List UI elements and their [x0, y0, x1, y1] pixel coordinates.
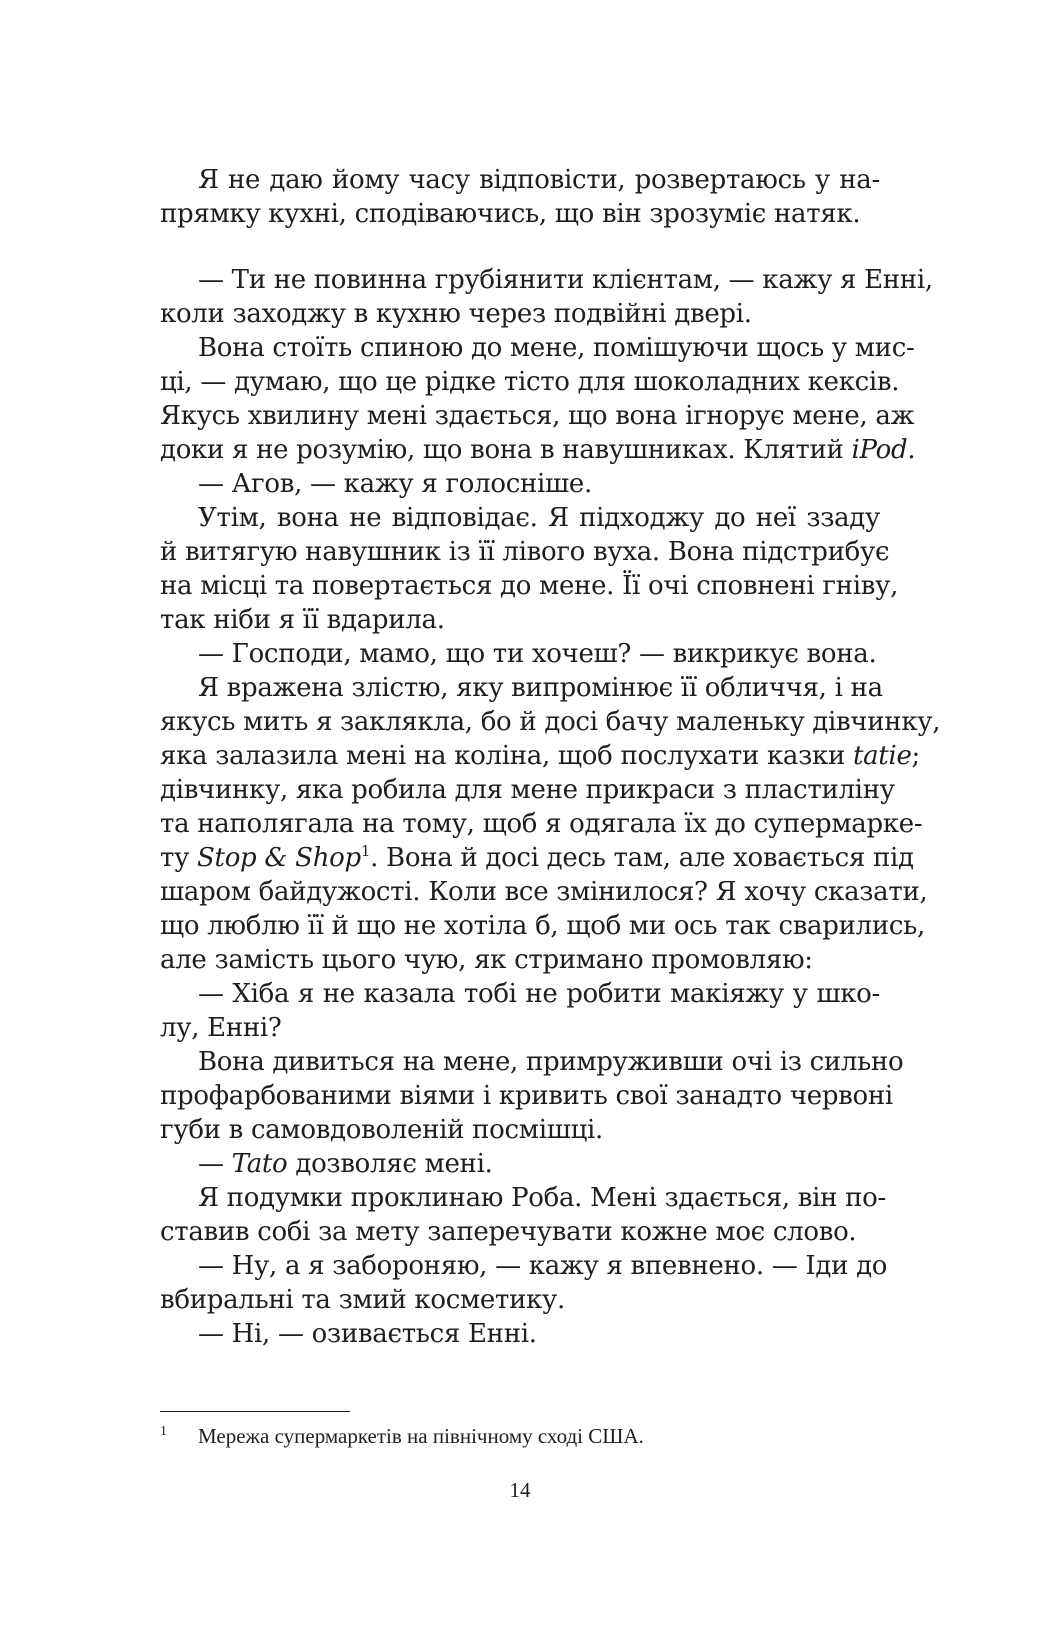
text-run: губи в самовдоволеній посмішці.: [160, 1115, 603, 1145]
text-run: на місці та повертається до мене. Її очі сповнені гніву,: [160, 571, 899, 601]
footnote-marker: 1: [160, 1424, 167, 1439]
text-line: [160, 1079, 893, 1113]
text-line: [160, 197, 880, 231]
text-run: прямку кухні, сподіваючись, що він зрозуміє натяк.: [160, 199, 861, 229]
text-line: [160, 841, 914, 875]
text-run: доки я не розумію, що вона в навушниках. Клятий: [160, 435, 852, 465]
text-line: [160, 467, 880, 501]
paragraph: [160, 1147, 880, 1181]
text-run: . Вона й досі десь там, але ховається під: [370, 843, 914, 873]
text-line: [160, 603, 880, 637]
text-run: Вона стоїть спиною до мене, помішуючи щось у мис-: [198, 333, 915, 363]
text-line: [160, 1181, 887, 1215]
text-line: [160, 399, 915, 433]
text-line: [160, 739, 921, 773]
text-run: дівчинку, яка робила для мене прикраси з пластиліну: [160, 775, 895, 805]
text-line: [160, 637, 880, 671]
paragraph: [160, 977, 880, 1045]
text-line: [160, 705, 941, 739]
text-line: [160, 773, 895, 807]
text-line: [160, 331, 915, 365]
text-run: — Ну, а я забороняю, — кажу я впевнено. — Іди до: [198, 1251, 888, 1281]
paragraph: [160, 671, 941, 977]
text-line: [160, 943, 880, 977]
text-run: профарбованими віями і кривить свої занадто червоні: [160, 1081, 893, 1111]
paragraph: [160, 331, 916, 467]
text-run: але замість цього чую, як стримано промовляю:: [160, 945, 813, 975]
text-run: ;: [911, 741, 921, 771]
text-line: [160, 569, 899, 603]
text-run: Вона дивиться на мене, примруживши очі із сильно: [198, 1047, 904, 1077]
text-line: [160, 1011, 880, 1045]
text-run: що люблю її й що не хотіла б, щоб ми ось так сварились,: [160, 911, 925, 941]
opening-text-block: [160, 163, 880, 231]
footnote-reference: 1: [360, 842, 371, 860]
text-run: та наполягала на тому, щоб я одягала їх до супермарке-: [160, 809, 923, 839]
text-run: Я подумки проклинаю Роба. Мені здається, він по-: [198, 1183, 887, 1213]
italic-text: Stop & Shop: [197, 843, 361, 873]
text-run: ставив собі за мету заперечувати кожне моє слово.: [160, 1217, 857, 1247]
paragraph: [160, 1249, 888, 1317]
text-run: ці, — думаю, що це рідке тісто для шоколадних кексів.: [160, 367, 900, 397]
text-run: Я не даю йому часу відповісти, розвертаюсь у на-: [198, 165, 880, 195]
text-line: [160, 365, 900, 399]
text-run: ту: [160, 843, 198, 873]
paragraph: [160, 263, 933, 331]
paragraph: [160, 467, 880, 501]
text-line: [160, 263, 933, 297]
text-line: [160, 875, 928, 909]
text-line: [160, 1045, 904, 1079]
text-run: —: [198, 1149, 232, 1179]
text-run: так ніби я її вдарила.: [160, 605, 445, 635]
text-run: Утім, вона не відповідає. Я підходжу до неї ззаду: [198, 503, 880, 533]
text-line: [160, 1249, 888, 1283]
paragraph: [160, 1317, 880, 1351]
text-line: [160, 163, 880, 197]
text-run: якусь мить я заклякла, бо й досі бачу маленьку дівчинку,: [160, 707, 941, 737]
text-run: — Ні, — озивається Енні.: [198, 1319, 537, 1349]
text-line: [160, 1215, 880, 1249]
paragraph: [160, 637, 880, 671]
text-line: [160, 671, 883, 705]
text-run: — Хіба я не казала тобі не робити макіяжу у шко-: [198, 979, 880, 1009]
footnote-separator: [160, 1411, 350, 1412]
text-line: [160, 807, 923, 841]
text-run: Якусь хвилину мені здається, що вона ігнорує мене, аж: [160, 401, 915, 431]
italic-text: iPod: [851, 435, 908, 465]
italic-text: Tato: [231, 1149, 288, 1179]
main-text-block: [160, 263, 941, 1351]
paragraph: [160, 163, 880, 231]
text-run: лу, Енні?: [160, 1013, 282, 1043]
paragraph: [160, 501, 899, 637]
paragraph: [160, 1181, 887, 1249]
text-line: [160, 1283, 880, 1317]
text-run: вбиральні та змий косметику.: [160, 1285, 566, 1315]
text-run: — Ти не повинна грубіянити клієнтам, — кажу я Енні,: [198, 265, 933, 295]
page-number: 14: [509, 1478, 531, 1502]
text-line: [160, 1147, 880, 1181]
text-line: [160, 1317, 880, 1351]
italic-text: tatie: [852, 741, 912, 771]
footnote-text: Мережа супермаркетів на північному сході США.: [198, 1424, 644, 1448]
text-line: [160, 433, 916, 467]
text-line: [160, 297, 880, 331]
paragraph: [160, 1045, 904, 1147]
text-run: — Господи, мамо, що ти хочеш? — викрикує вона.: [198, 639, 877, 669]
text-line: [160, 977, 880, 1011]
text-line: [160, 501, 880, 535]
text-run: коли заходжу в кухню через подвійні двері.: [160, 299, 752, 329]
text-run: Я вражена злістю, яку випромінює її обличчя, і на: [198, 673, 883, 703]
text-run: .: [907, 435, 916, 465]
text-run: — Агов, — кажу я голосніше.: [198, 469, 592, 499]
text-line: [160, 1113, 880, 1147]
text-run: яка залазила мені на коліна, щоб послухати казки: [160, 741, 853, 771]
text-run: дозволяє мені.: [287, 1149, 493, 1179]
text-line: [160, 909, 925, 943]
text-line: [160, 535, 890, 569]
text-run: шаром байдужості. Коли все змінилося? Я хочу сказати,: [160, 877, 928, 907]
text-run: й витягую навушник із її лівого вуха. Вона підстрибує: [160, 537, 890, 567]
